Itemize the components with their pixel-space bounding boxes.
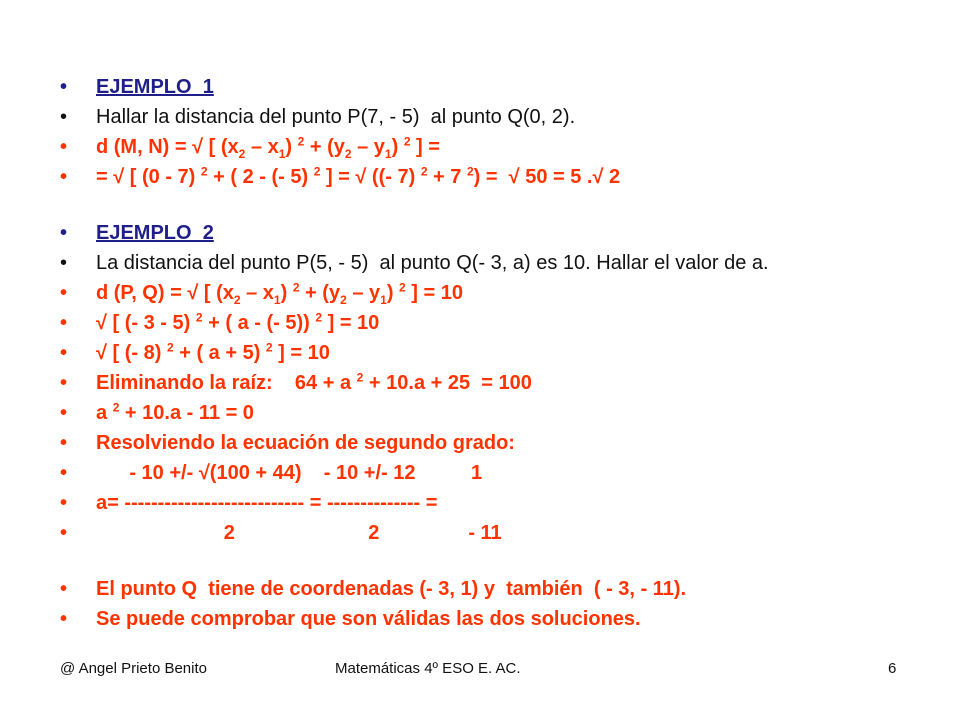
list-item xyxy=(60,488,940,518)
bullet: • xyxy=(60,136,68,158)
bullet: • xyxy=(60,578,68,600)
bullet: • xyxy=(60,372,68,394)
example-1-title: EJEMPLO 1 xyxy=(96,76,214,98)
bullet: • xyxy=(60,252,68,274)
spacer xyxy=(60,548,940,574)
example-2-formula: d (P, Q) = √ [ $(x_2 - x_1) ^2 + (y_2 - y_1)$ $^2$ ] = 10 xyxy=(96,280,463,307)
list-item xyxy=(60,458,940,488)
bullet: • xyxy=(60,282,68,304)
list-item xyxy=(60,428,940,458)
footer-course: Matemáticas 4º ESO E. AC. xyxy=(335,660,521,677)
fraction-numerators: - 10 +/- √(100 + 44) - 10 +/- 12 1 xyxy=(96,462,483,484)
bullet: • xyxy=(60,492,68,514)
list-item xyxy=(60,338,940,368)
bullet: • xyxy=(60,522,68,544)
bullet: • xyxy=(60,312,68,334)
bullet: • xyxy=(60,432,68,454)
list-item xyxy=(60,162,940,192)
example-2-step-5: Resolviendo la ecuación de segundo grado: xyxy=(96,432,515,454)
footer-author: @ Angel Prieto Benito xyxy=(60,660,207,677)
bullet: • xyxy=(60,462,68,484)
list-item xyxy=(60,132,940,162)
list-item xyxy=(60,308,940,338)
slide-content xyxy=(60,72,940,634)
list-item xyxy=(60,604,940,634)
conclusion-2: Se puede comprobar que son válidas las dos soluciones. xyxy=(96,608,641,630)
conclusion-1: El punto Q tiene de coordenadas (- 3, 1) y también ( - 3, - 11). xyxy=(96,578,687,600)
example-2-title: EJEMPLO 2 xyxy=(96,222,214,244)
bullet: • xyxy=(60,222,68,244)
example-1-calculation: = √ [ (0 - 7) $^2$ + ( 2 - (- 5) $^2$ ] = √ ((- 7) $^2$ + 7 $^2$) = √ 50 = 5 .√ 2 xyxy=(96,164,621,188)
bullet: • xyxy=(60,342,68,364)
list-item xyxy=(60,398,940,428)
spacer xyxy=(60,192,940,218)
list-item xyxy=(60,278,940,308)
example-2-step-2: √ [ (- 8) $^2$ + ( a + 5) $^2$ ] = 10 xyxy=(96,340,330,364)
list-item xyxy=(60,368,940,398)
example-2-step-4: a $^2$ + 10.a - 11 = 0 xyxy=(96,400,254,424)
list-item xyxy=(60,102,940,132)
example-2-step-1: √ [ (- 3 - 5) $^2$ + ( a - (- 5)) $^2$ ] = 10 xyxy=(96,310,380,334)
footer-page-number: 6 xyxy=(888,660,897,677)
list-item xyxy=(60,518,940,548)
bullet: • xyxy=(60,402,68,424)
bullet: • xyxy=(60,76,68,98)
example-2-step-3: Eliminando la raíz: 64 + a $^2$ + 10.a + 25 = 100 xyxy=(96,370,532,394)
example-2-statement: La distancia del punto P(5, - 5) al punto Q(- 3, a) es 10. Hallar el valor de a. xyxy=(96,252,769,274)
list-item xyxy=(60,72,940,102)
fraction-lines: a= --------------------------- = -------------- = xyxy=(96,492,438,514)
list-item xyxy=(60,218,940,248)
bullet: • xyxy=(60,106,68,128)
list-item xyxy=(60,574,940,604)
list-item xyxy=(60,248,940,278)
fraction-denominators: 2 2 - 11 xyxy=(96,522,502,544)
bullet: • xyxy=(60,608,68,630)
example-1-formula: d (M, N) = √ [ $(x_2 - x_1) ^2 + (y_2 - y_1)$ $^2$ ] = xyxy=(96,134,440,161)
example-1-statement: Hallar la distancia del punto P(7, - 5) al punto Q(0, 2). xyxy=(96,106,576,128)
bullet: • xyxy=(60,166,68,188)
